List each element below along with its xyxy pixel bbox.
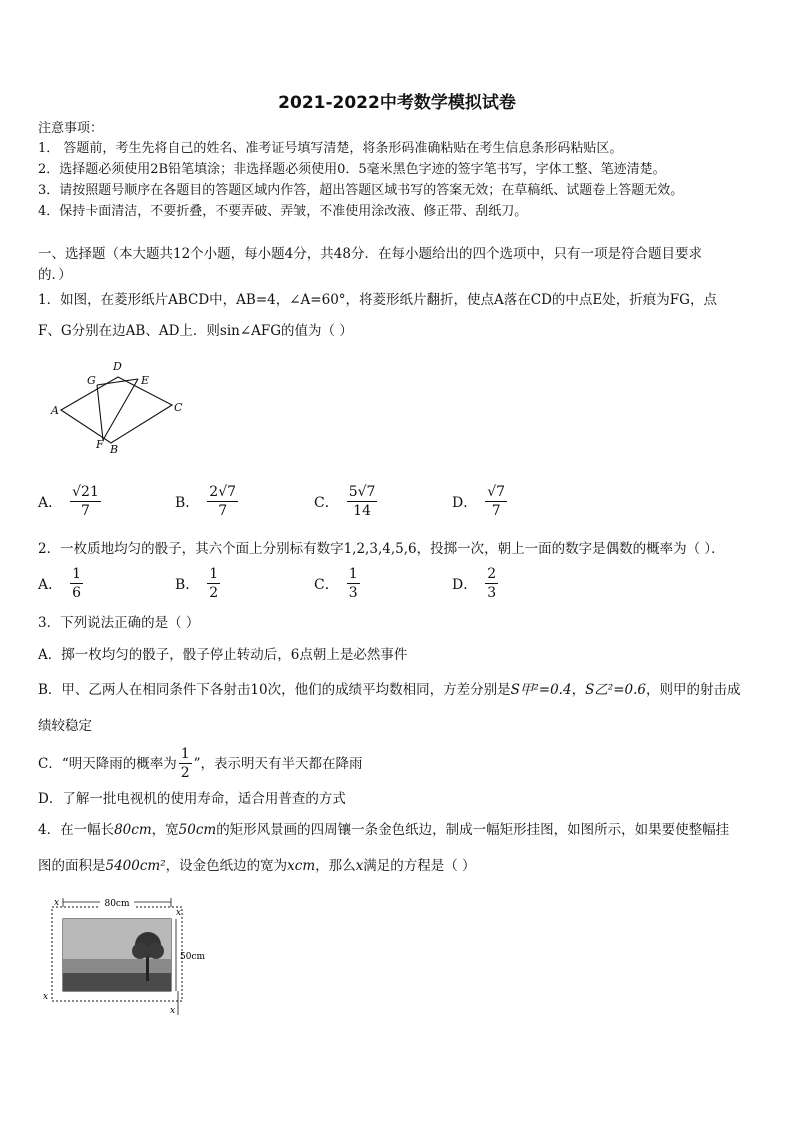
ground: [63, 973, 171, 991]
area-value: 5400cm²: [105, 858, 166, 874]
q1-text-line1: 1．如图，在菱形纸片ABCD中，AB=4，∠A=60°，将菱形纸片翻折，使点A落在CD的中点E处，折痕为FG，点: [38, 292, 717, 308]
fraction: $\frac{√7}{7}$: [487, 484, 506, 519]
q3-text: 3．下列说法正确的是（ ）: [38, 615, 200, 631]
notice-item-3: 3．请按照题号顺序在各题目的答题区域内作答，超出答题区域书写的答案无效；在草稿纸、试题卷上答题无效。: [38, 183, 684, 198]
q3-b-text-pre: B．甲、乙两人在相同条件下各射击10次，他们的成绩平均数相同，方差分别是: [38, 682, 511, 698]
tree-crown-left: [132, 943, 148, 959]
q2-option-b[interactable]: [175, 566, 220, 601]
q4-text: 满足的方程是（ ）: [363, 858, 476, 874]
q3-c-text-post: ”，表示明天有半天都在降雨: [193, 755, 363, 772]
q3-b-comma: ，: [571, 682, 586, 698]
x-label-left-bottom: x: [43, 992, 49, 1002]
option-label: C．: [314, 494, 339, 511]
q4-text-line1: [38, 820, 729, 840]
option-label: A．: [38, 576, 63, 593]
x-label-top-left: x: [54, 898, 60, 908]
segment-ef: [103, 379, 138, 440]
label-f: F: [96, 438, 104, 451]
option-label: B．: [175, 576, 200, 593]
hills: [63, 959, 171, 973]
option-label: B．: [175, 494, 200, 511]
q4-text-line2: [38, 856, 476, 876]
fraction: $\frac{2}{3}$: [487, 566, 497, 601]
q2-option-a[interactable]: [38, 566, 83, 601]
fraction: $\frac{1}{6}$: [72, 566, 82, 601]
border-width: xcm: [287, 858, 316, 874]
q1-option-a[interactable]: [38, 484, 101, 519]
variance-yi: S乙²=0.6: [585, 682, 647, 698]
q3-option-c[interactable]: [38, 746, 363, 781]
q3-c-text-pre: C．“明天降雨的概率为: [38, 755, 177, 772]
option-label: D．: [452, 494, 478, 511]
q1-option-c[interactable]: [314, 484, 377, 519]
q1-text-line2: F、G分别在边AB、AD上．则sin∠AFG的值为（ ）: [38, 323, 353, 339]
q4-text: 的矩形风景画的四周镶一条金色纸边，制成一幅矩形挂图，如图所示，如果要使整幅挂: [216, 822, 730, 838]
tree-trunk: [146, 955, 149, 981]
option-label: A．: [38, 494, 63, 511]
option-label: C．: [314, 576, 339, 593]
q3-option-d[interactable]: D．了解一批电视机的使用寿命，适合用普查的方式: [38, 791, 346, 807]
x-label-right-top: x: [176, 908, 182, 918]
tree-crown-right: [148, 943, 164, 959]
width-value: 50cm: [178, 822, 217, 838]
q4-text: ，设金色纸边的宽为: [165, 858, 288, 874]
notice-item-2: 2．选择题必须使用2B铅笔填涂；非选择题必须使用0．5毫米黑色字迹的签字笔书写，字体工整、笔迹清楚。: [38, 162, 666, 177]
label-c: C: [174, 401, 183, 414]
fraction: $\frac{2√7}{7}$: [209, 484, 237, 519]
q3-option-a[interactable]: A．掷一枚均匀的骰子，骰子停止转动后，6点朝上是必然事件: [38, 647, 408, 663]
fraction: $\frac{5√7}{14}$: [348, 484, 376, 519]
page-title: 2021-2022中考数学模拟试卷: [278, 93, 516, 113]
q4-text: ，那么: [315, 858, 356, 874]
variable-x: x: [355, 858, 364, 874]
q3-b-text-post: ，则甲的射击成: [646, 682, 741, 698]
framed-picture-figure: [38, 895, 243, 1020]
rhombus-abcd: [61, 377, 172, 443]
option-label: D．: [452, 576, 478, 593]
fraction: $\frac{1}{2}$: [209, 566, 219, 601]
fraction: $\frac{1}{2}$: [180, 746, 190, 781]
label-e: E: [141, 374, 150, 387]
q2-option-d[interactable]: [452, 566, 498, 601]
q1-option-b[interactable]: [175, 484, 238, 519]
rhombus-figure: [45, 355, 195, 460]
q4-text: ，宽: [151, 822, 179, 838]
q4-text: 4．在一幅长: [38, 822, 115, 838]
section-heading-line2: 的．）: [38, 267, 72, 283]
q1-option-d[interactable]: [452, 484, 507, 519]
label-a: A: [51, 404, 59, 417]
q3-option-b[interactable]: [38, 680, 741, 700]
fold-line-fg: [97, 385, 103, 440]
section-heading-line1: 一、选择题（本大题共12个小题，每小题4分，共48分．在每小题给出的四个选项中，只有一项是符合题目要求: [38, 246, 702, 262]
q4-text: 图的面积是: [38, 858, 106, 874]
label-b: B: [110, 443, 119, 456]
height-label: 50cm: [180, 952, 206, 962]
q2-option-c[interactable]: [314, 566, 360, 601]
x-label-bottom-right: x: [170, 1006, 176, 1016]
variance-jia: S甲²=0.4: [510, 682, 572, 698]
notice-item-4: 4．保持卡面清洁，不要折叠，不要弄破、弄皱，不准使用涂改液、修正带、刮纸刀。: [38, 204, 528, 219]
length-value: 80cm: [114, 822, 152, 838]
notice-item-1: 1． 答题前，考生先将自己的姓名、准考证号填写清楚，将条形码准确粘贴在考生信息条形码粘贴区。: [38, 141, 623, 156]
label-g: G: [87, 374, 96, 387]
notice-heading: 注意事项：: [38, 121, 104, 136]
fraction: $\frac{1}{3}$: [348, 566, 358, 601]
label-d: D: [113, 360, 122, 373]
q3-option-b-line2: 绩较稳定: [38, 718, 92, 734]
fraction: $\frac{√21}{7}$: [72, 484, 99, 519]
width-label: 80cm: [104, 899, 130, 909]
q2-text: 2．一枚质地均匀的骰子，其六个面上分别标有数字1,2,3,4,5,6，投掷一次，朝上一面的数字是偶数的概率为（ ）．: [38, 541, 725, 557]
